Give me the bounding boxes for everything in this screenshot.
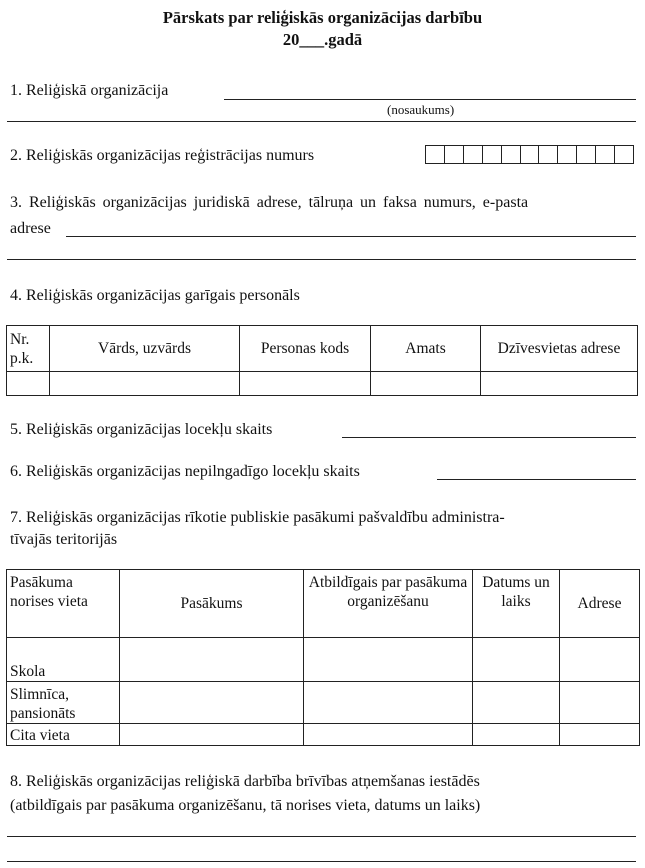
reg-digit-box[interactable] [577,146,596,163]
section7-line1: 7. Reliģiskās organizācijas rīkotie publiskie pasākumi pašvaldību administra- [10,509,505,526]
table-row [7,638,640,682]
table-row [7,724,640,746]
address-line-2[interactable] [7,259,636,260]
events-table [6,569,640,746]
row-label-other: Cita vieta [7,724,120,746]
clergy-table [6,325,638,396]
col-position: Amats [371,326,481,372]
reg-digit-box[interactable] [483,146,502,163]
col-event: Pasākums [120,570,304,638]
reg-digit-box[interactable] [615,146,633,163]
detention-activity-line[interactable] [7,836,636,837]
reg-digit-box[interactable] [596,146,615,163]
reg-digit-box[interactable] [502,146,521,163]
table-cell[interactable] [304,724,473,746]
table-row [7,682,640,724]
reg-digit-box[interactable] [558,146,577,163]
section3-line1: 3. Reliģiskās organizācijas juridiskā adrese, tālruņa un faksa numurs, e-pasta [10,194,529,211]
registration-number-boxes[interactable] [425,145,634,164]
table-row [7,372,638,396]
section1-label: 1. Reliģiskā organizācija [10,82,169,99]
table-cell[interactable] [50,372,240,396]
table-header-row [7,570,640,638]
section4-label: 4. Reliģiskās organizācijas garīgais personāls [10,287,300,304]
section3-line2: adrese [10,220,51,237]
table-cell[interactable] [120,638,304,682]
page-title: Pārskats par reliģiskās organizācijas darbību [162,8,483,27]
members-count-line[interactable] [342,437,636,438]
table-cell[interactable] [560,682,640,724]
row-label-hospital: Slimnīca, pansionāts [7,682,120,724]
section8-line2: (atbildīgais par pasākuma organizēšanu, tā norises vieta, datums un laiks) [10,797,481,814]
table-cell[interactable] [304,682,473,724]
col-event-venue: Pasākuma norises vieta [7,570,120,638]
col-address: Adrese [560,570,640,638]
col-name: Vārds, uzvārds [50,326,240,372]
reg-digit-box[interactable] [539,146,558,163]
minor-members-count-line[interactable] [437,479,636,480]
table-cell[interactable] [304,638,473,682]
address-line[interactable] [66,236,636,237]
table-cell[interactable] [473,724,560,746]
table-cell[interactable] [473,682,560,724]
section8-line1: 8. Reliģiskās organizācijas reliģiskā darbība brīvības atņemšanas iestādēs [10,773,480,790]
table-cell[interactable] [560,638,640,682]
section2-label: 2. Reliģiskās organizācijas reģistrācijas numurs [10,147,315,164]
table-cell[interactable] [473,638,560,682]
org-name-sublabel: (nosaukums) [387,102,455,117]
reg-digit-box[interactable] [521,146,540,163]
table-cell[interactable] [120,682,304,724]
reg-digit-box[interactable] [464,146,483,163]
table-header-row [7,326,638,372]
table-cell[interactable] [7,372,50,396]
col-nr: Nr. p.k. [7,326,50,372]
col-date-time: Datums un laiks [473,570,560,638]
section5-label: 5. Reliģiskās organizācijas locekļu skaits [10,421,273,438]
table-cell[interactable] [560,724,640,746]
section6-label: 6. Reliģiskās organizācijas nepilngadīgo locekļu skaits [10,463,360,480]
reg-digit-box[interactable] [426,146,445,163]
table-cell[interactable] [481,372,638,396]
year-line: 20___.gadā [282,30,363,49]
table-cell[interactable] [120,724,304,746]
col-responsible: Atbildīgais par pasākuma organizēšanu [304,570,473,638]
col-residence-address: Dzīvesvietas adrese [481,326,638,372]
org-name-line-2[interactable] [7,121,636,122]
col-personal-code: Personas kods [240,326,371,372]
row-label-school: Skola [7,638,120,682]
reg-digit-box[interactable] [445,146,464,163]
section7-line2: tīvajās teritorijās [10,531,118,548]
table-cell[interactable] [371,372,481,396]
detention-activity-line-2[interactable] [7,861,636,862]
table-cell[interactable] [240,372,371,396]
